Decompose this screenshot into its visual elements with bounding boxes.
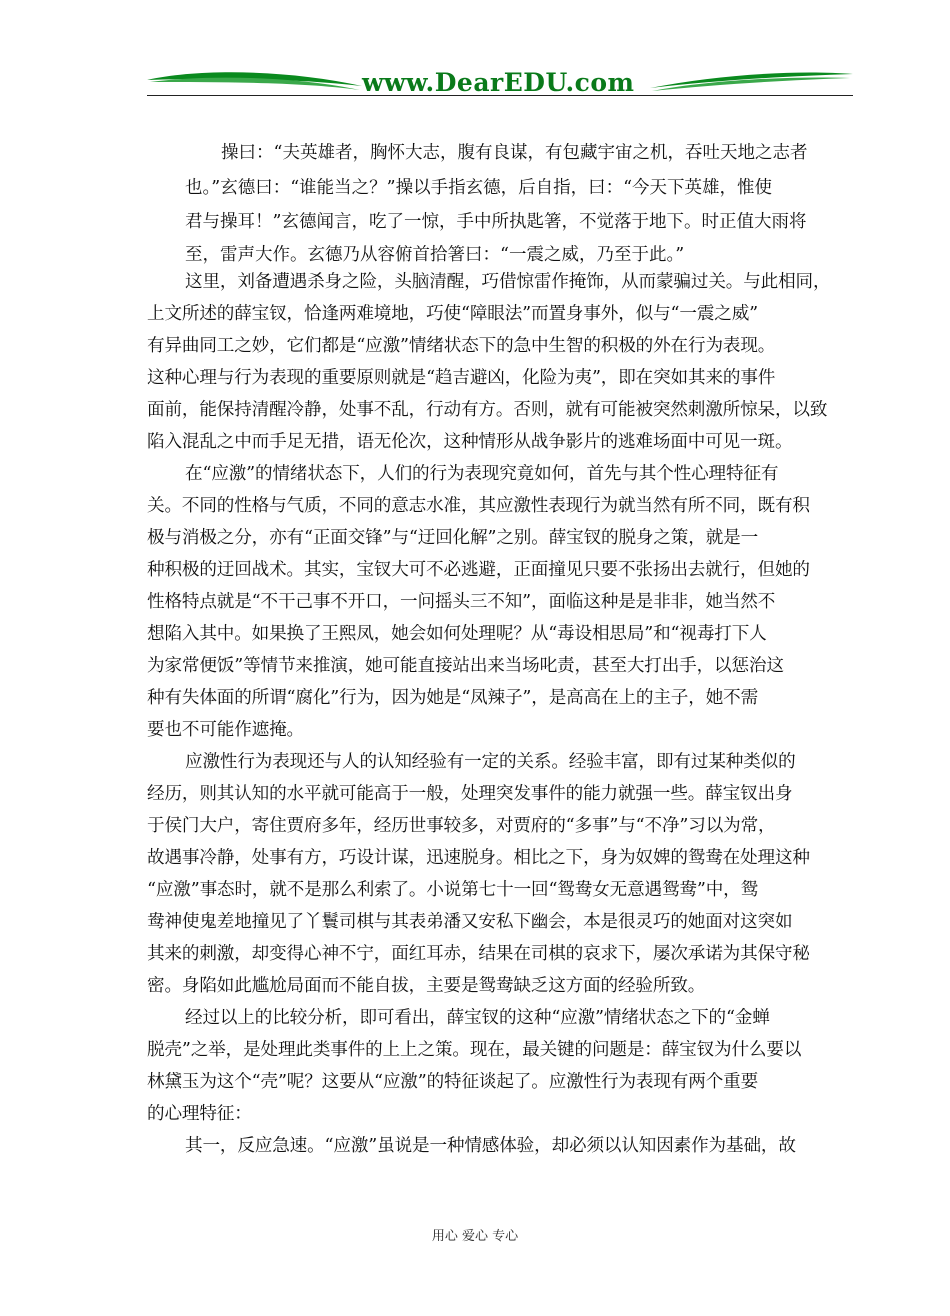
paragraph-line: 这里，刘备遭遇杀身之险，头脑清醒，巧借惊雷作掩饰，从而蒙骗过关。与此相同， xyxy=(185,272,831,292)
paragraph-line: 其来的刺激，却变得心神不宁，面红耳赤，结果在司棋的哀求下，屡次承诺为其保守秘 xyxy=(147,944,810,964)
paragraph-line: 经历，则其认知的水平就可能高于一般，处理突发事件的能力就强一些。薛宝钗出身 xyxy=(147,784,793,804)
paragraph-line: 故遇事冷静，处事有方，巧设计谋，迅速脱身。相比之下，身为奴婢的鸳鸯在处理这种 xyxy=(147,848,810,868)
paragraph-line: 在“应激”的情绪状态下，人们的行为表现究竟如何，首先与其个性心理特征有 xyxy=(185,464,779,484)
paragraph-line: 想陷入其中。如果换了王熙凤，她会如何处理呢？从“毒设相思局”和“视毒打下人 xyxy=(147,624,767,644)
paragraph-line: 面前，能保持清醒冷静，处事不乱，行动有方。否则，就有可能被突然刺激所惊呆，以致 xyxy=(147,400,828,420)
quote-line: 操曰：“夫英雄者，胸怀大志，腹有良谋，有包藏宇宙之机，吞吐天地之志者 xyxy=(221,143,808,163)
paragraph-line: 种有失体面的所谓“腐化”行为，因为她是“凤辣子”，是高高在上的主子，她不需 xyxy=(147,688,759,708)
paragraph-line: 极与消极之分，亦有“正面交锋”与“迂回化解”之别。薛宝钗的脱身之策，就是一 xyxy=(147,528,759,548)
header-divider xyxy=(147,95,853,96)
paragraph-line: 林黛玉为这个“壳”呢？这要从“应激”的特征谈起了。应激性行为表现有两个重要 xyxy=(147,1072,759,1092)
quote-line: 至，雷声大作。玄德乃从容俯首拾箸曰：“一震之威，乃至于此。” xyxy=(185,245,685,265)
paragraph-line: 为家常便饭”等情节来推演，她可能直接站出来当场叱责，甚至大打出手，以惩治这 xyxy=(147,656,784,676)
paragraph-line: 关。不同的性格与气质，不同的意志水准，其应激性表现行为就当然有所不同，既有积 xyxy=(147,496,810,516)
paragraph-line: 要也不可能作遮掩。 xyxy=(147,720,304,740)
page-footer: 用心 爱心 专心 xyxy=(431,1229,519,1244)
paragraph-line: 上文所述的薛宝钗，恰逢两难境地，巧使“障眼法”而置身事外，似与“一震之威” xyxy=(147,304,759,324)
paragraph-line: 陷入混乱之中而手足无措，语无伦次，这种情形从战争影片的逃难场面中可见一斑。 xyxy=(147,432,793,452)
page-header xyxy=(0,0,950,110)
paragraph-line: 其一，反应急速。“应激”虽说是一种情感体验，却必须以认知因素作为基础，故 xyxy=(185,1136,796,1156)
paragraph-line: 的心理特征： xyxy=(147,1104,252,1124)
quote-line: 君与操耳！”玄德闻言，吃了一惊，手中所执匙箸，不觉落于地下。时正值大雨将 xyxy=(185,212,807,232)
paragraph-line: 密。身陷如此尴尬局面而不能自拔，主要是鸳鸯缺乏这方面的经验所致。 xyxy=(147,976,706,996)
paragraph-line: 鸯神使鬼差地撞见了丫鬟司棋与其表弟潘又安私下幽会，本是很灵巧的她面对这突如 xyxy=(147,912,793,932)
paragraph-line: 种积极的迂回战术。其实，宝钗大可不必逃避，正面撞见只要不张扬出去就行，但她的 xyxy=(147,560,810,580)
quote-line: 也。”玄德曰：“谁能当之？”操以手指玄德，后自指，曰：“今天下英雄，惟使 xyxy=(185,178,773,198)
paragraph-line: 有异曲同工之妙，它们都是“应激”情绪状态下的急中生智的积极的外在行为表现。 xyxy=(147,336,776,356)
site-logo[interactable]: www.DearEDU.com xyxy=(362,68,635,97)
paragraph-line: 应激性行为表现还与人的认知经验有一定的关系。经验丰富，即有过某种类似的 xyxy=(185,752,796,772)
paragraph-line: “应激”事态时，就不是那么利索了。小说第七十一回“鸳鸯女无意遇鸳鸯”中，鸳 xyxy=(147,880,759,900)
paragraph-line: 于侯门大户，寄住贾府多年，经历世事较多，对贾府的“多事”与“不净”习以为常， xyxy=(147,816,776,836)
paragraph-line: 这种心理与行为表现的重要原则就是“趋吉避凶，化险为夷”，即在突如其来的事件 xyxy=(147,368,776,388)
paragraph-line: 经过以上的比较分析，即可看出，薛宝钗的这种“应激”情绪状态之下的“金蝉 xyxy=(185,1008,770,1028)
paragraph-line: 脱壳”之举，是处理此类事件的上上之策。现在，最关键的问题是：薛宝钗为什么要以 xyxy=(147,1040,802,1060)
paragraph-line: 性格特点就是“不干己事不开口，一问摇头三不知”，面临这种是是非非，她当然不 xyxy=(147,592,776,612)
